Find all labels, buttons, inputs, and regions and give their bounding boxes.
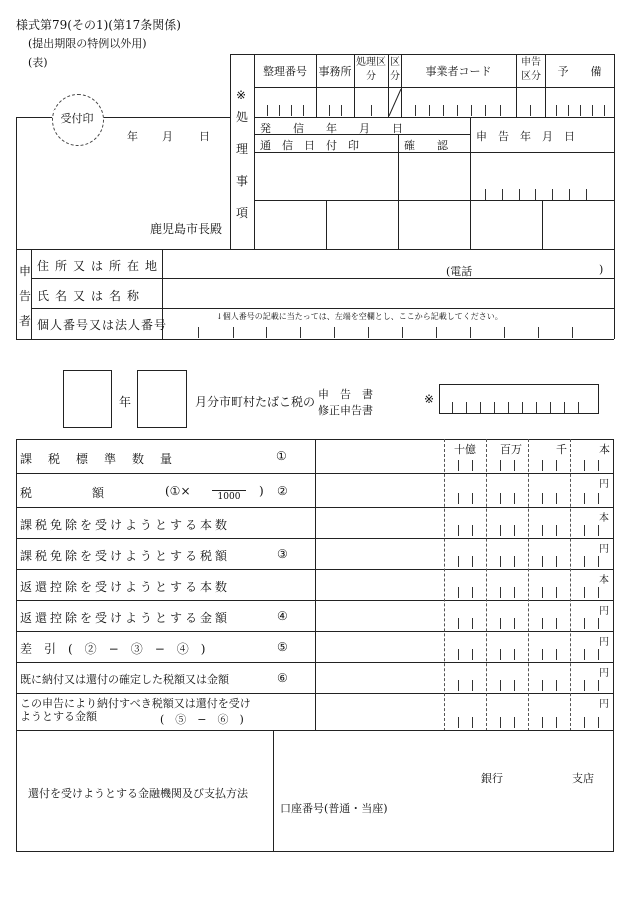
refund-label: 還付を受けようとする金融機関及び支払方法 [28, 787, 248, 800]
number-note: ↓個人番号の記載に当たっては、左端を空欄とし、ここから記載してください。 [216, 312, 503, 321]
shinkoku-date-label: 申 告 年 月 日 [476, 130, 575, 143]
row-unit: 円 [599, 544, 609, 555]
month-input-box[interactable] [137, 370, 187, 428]
declarant-side-char: 者 [19, 314, 32, 328]
col-shinkoku: 申告区分 [521, 57, 541, 82]
office-label-char: 事 [236, 174, 249, 188]
receipt-stamp-label: 受付印 [54, 110, 100, 126]
row-label: 既に納付又は還付の確定した税額又は金額 [20, 673, 229, 686]
refund-account: 口座番号(普通・当座) [280, 802, 388, 815]
form-number: 様式第79(その1)(第17条関係) [16, 18, 181, 32]
receipt-day-label: 日 [199, 130, 210, 143]
refund-branch: 支店 [572, 772, 594, 785]
col-shori: 処理区分 [356, 57, 386, 82]
declarant-side-char: 告 [19, 289, 32, 303]
unit-oku: 十億 [454, 443, 476, 456]
row-num: ③ [277, 547, 288, 561]
row-label: 課税免除を受けようとする本数 [20, 518, 231, 532]
row-unit: 円 [599, 606, 609, 617]
row-unit: 円 [599, 479, 609, 490]
row-num: ⑥ [277, 671, 288, 685]
row-label: この申告により納付すべき税額又は還付を受けようとする金額 [20, 697, 251, 723]
title-year: 年 [119, 395, 132, 409]
row-label: 返還控除を受けようとする本数 [20, 580, 231, 594]
row-label: 課税免除を受けようとする税額 [20, 549, 231, 563]
year-input-box[interactable] [63, 370, 112, 428]
address-label: 住所又は所在地 [37, 259, 164, 273]
hasshin-label: 発 信 年 月 日 [260, 122, 403, 135]
form-subtitle: (提出期限の特例以外用) [28, 37, 147, 50]
col-jimusho: 事務所 [318, 65, 352, 78]
row-formula: (①× [165, 484, 191, 498]
row-unit: 本 [599, 575, 609, 586]
addressee: 鹿児島市長殿 [150, 222, 223, 236]
kakunin-label: 確 認 [404, 139, 448, 152]
office-label-char: 項 [236, 206, 249, 220]
refund-bank: 銀行 [481, 772, 503, 785]
unit-thousand: 千 [556, 443, 567, 456]
ref-number-box[interactable] [439, 384, 599, 414]
office-mark: ※ [236, 88, 247, 102]
phone-close: ) [599, 263, 604, 276]
number-label: 個人番号又は法人番号 [37, 318, 168, 332]
col-jigyosha: 事業者コード [425, 65, 492, 78]
title-text: 月分市町村たばこ税の [195, 395, 316, 409]
col-ku: 区分 [390, 57, 400, 82]
row-unit: 円 [599, 699, 609, 710]
row-num: ⑤ [277, 640, 288, 654]
title-kind-1: 申 告 書 [318, 388, 373, 401]
row-num: ① [276, 449, 287, 463]
title-mark: ※ [424, 392, 435, 406]
row-num: ② [277, 484, 288, 498]
row-unit: 円 [599, 637, 609, 648]
tsushin-label: 通 信 日 付 印 [260, 139, 359, 152]
row-label: 税 額 [20, 486, 105, 500]
title-kind-2: 修正申告書 [318, 404, 373, 417]
declarant-side-char: 申 [19, 264, 32, 278]
row-denominator: 1000 [217, 492, 241, 502]
col-yobi: 予 備 [557, 65, 602, 78]
phone-open: (電話 [446, 265, 473, 278]
row-close: ) [259, 484, 264, 498]
row-unit: 本 [599, 513, 609, 524]
row-label: 課 税 標 準 数 量 [20, 452, 175, 466]
row-label: 差 引 ( ② − ③ − ④ ) [20, 642, 206, 656]
office-label-char: 処 [236, 110, 249, 124]
receipt-month-label: 月 [162, 130, 173, 143]
receipt-year-label: 年 [127, 130, 138, 143]
row-num: ④ [277, 609, 288, 623]
unit-million: 百万 [500, 443, 522, 456]
row-label: 返還控除を受けようとする金額 [20, 611, 231, 625]
col-seiri: 整理番号 [263, 65, 307, 78]
row-unit: 円 [599, 668, 609, 679]
row-formula: ( ⑤ − ⑥ ) [160, 713, 244, 726]
name-label: 氏名又は名称 [37, 289, 146, 303]
unit-hon: 本 [599, 443, 610, 456]
office-label-char: 理 [236, 142, 249, 156]
form-side: (表) [28, 56, 48, 69]
